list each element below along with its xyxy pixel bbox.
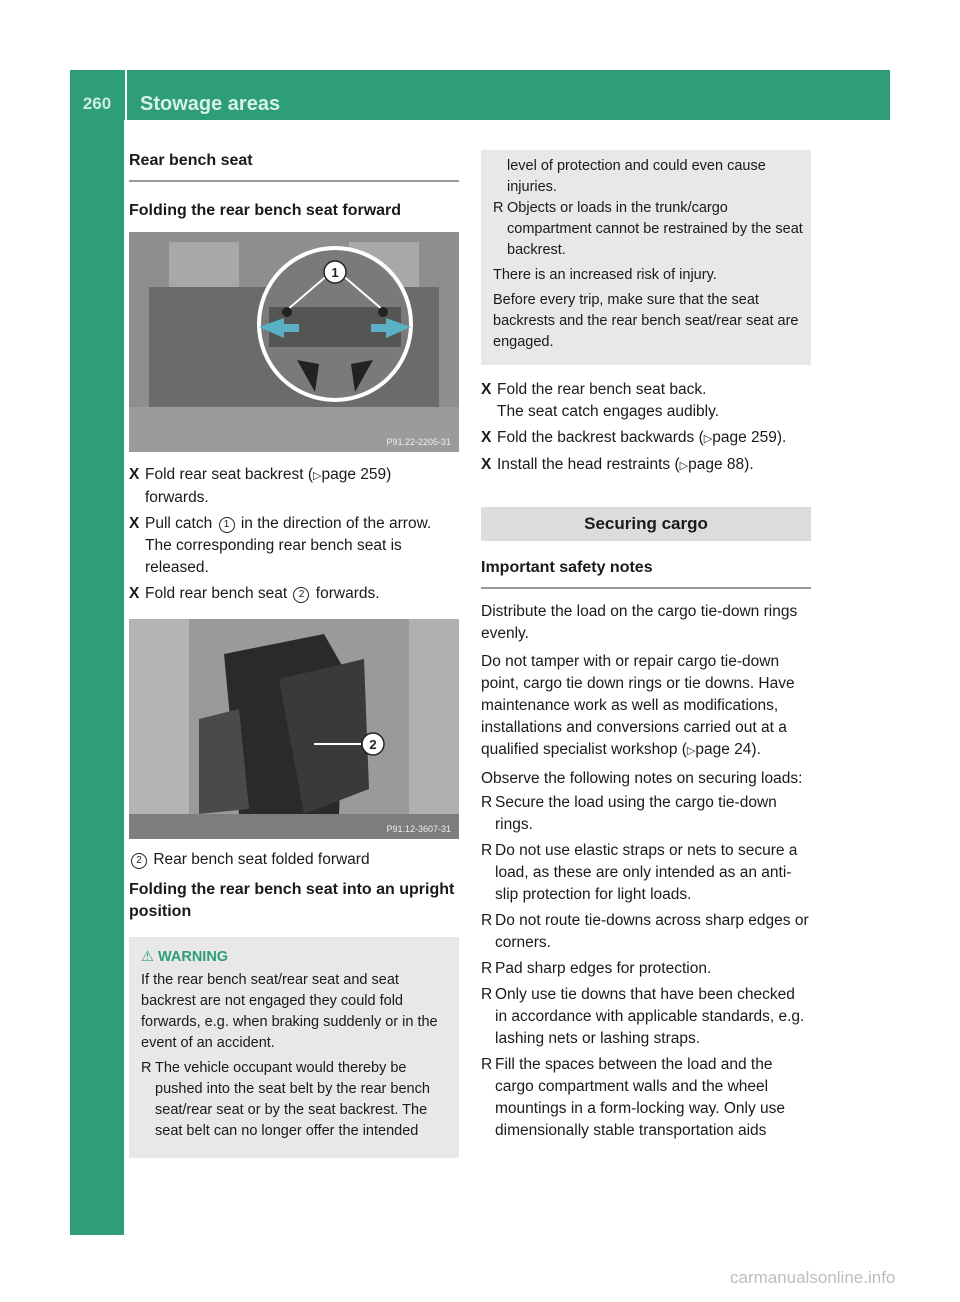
step-text: in the direction of the arrow.	[236, 515, 432, 532]
step-2	[129, 513, 459, 579]
step-6	[481, 454, 811, 477]
step-marker-icon: X	[481, 429, 492, 446]
bullet-text: Do not use elastic straps or nets to secure a load, as these are only intended as an anti-slip protection for light loads.	[495, 842, 798, 903]
step-text: Fold rear bench seat	[145, 585, 292, 602]
page-ref-icon: ▷	[312, 470, 322, 482]
paragraph-2	[481, 651, 811, 762]
caption-text: Rear bench seat folded forward	[153, 851, 370, 868]
bullet-icon: R	[141, 1060, 152, 1076]
image1-code: P91.22-2205-31	[386, 437, 451, 447]
left-column	[129, 150, 459, 1158]
step-marker-icon: X	[481, 381, 492, 398]
list-item	[481, 910, 811, 954]
step-text: page 88).	[688, 456, 754, 473]
callout-number: 1	[219, 517, 235, 533]
bullet-icon: R	[481, 960, 493, 977]
page-ref-icon: ▷	[703, 433, 713, 445]
list-item	[481, 958, 811, 980]
paragraph-3: Observe the following notes on securing loads:	[481, 770, 803, 787]
step-text: forwards.	[311, 585, 380, 602]
list-item	[481, 792, 811, 836]
bullet-icon: R	[481, 1056, 493, 1073]
step-3	[129, 583, 459, 605]
bullet-icon: R	[481, 842, 493, 859]
step-text: Install the head restraints (	[497, 456, 680, 473]
step-text: Fold the backrest backwards (	[497, 429, 704, 446]
side-strip	[70, 120, 124, 1235]
warning-continued-text: level of protection and could even cause injuries.	[507, 158, 766, 195]
warning-icon: ⚠	[141, 949, 154, 965]
bullet-text: Fill the spaces between the load and the cargo compartment walls and the wheel mountings in a form-locking way. Only use dimensionally stable transportation aids	[495, 1056, 786, 1139]
paragraph-text: page 24).	[695, 741, 761, 758]
list-item	[481, 984, 811, 1050]
bullet-text: Secure the load using the cargo tie-down rings.	[495, 794, 777, 833]
page-number: 260	[82, 94, 112, 113]
page-ref-icon: ▷	[686, 745, 696, 757]
paragraph-text: Do not tamper with or repair cargo tie-down point, cargo tie down rings or tie downs. Have maintenance work as well as modifications, installations and conversions carried out at a qualified specialist workshop (	[481, 653, 795, 758]
side-tab-label: Stowage and features	[92, 381, 114, 588]
step-result: The seat catch engages audibly.	[497, 403, 720, 420]
step-text: page 259) forwards.	[145, 466, 392, 506]
warning-box	[129, 937, 459, 1158]
warning-box-continued	[481, 150, 811, 365]
step-marker-icon: X	[129, 466, 140, 483]
step-4	[481, 379, 811, 423]
step-marker-icon: X	[481, 456, 492, 473]
section-banner: Securing cargo	[481, 507, 811, 541]
step-marker-icon: X	[129, 515, 140, 532]
bullet-icon: R	[493, 200, 504, 216]
warning-risk: There is an increased risk of injury.	[493, 267, 717, 283]
list-item	[481, 1054, 811, 1142]
bullet-text: The vehicle occupant would thereby be pushed into the seat belt by the rear bench seat/rear seat or by the seat backrest. The seat belt can no longer offer the intended	[155, 1060, 430, 1139]
page-ref-icon: ▷	[679, 460, 689, 472]
step-1	[129, 464, 459, 509]
list-item	[481, 840, 811, 906]
bullet-text: Do not route tie-downs across sharp edges or corners.	[495, 912, 809, 951]
subheading-fold-forward: Folding the rear bench seat forward	[129, 202, 402, 219]
warning-text: If the rear bench seat/rear seat and seat backrest are not engaged they could fold forwards, e.g. when braking suddenly or in the event of an accident.	[141, 972, 438, 1051]
callout-number: 2	[131, 853, 147, 869]
header-divider	[125, 70, 127, 120]
step-text: Fold rear seat backrest (	[145, 466, 313, 483]
step-text: Fold the rear bench seat back.	[497, 381, 707, 398]
callout-number: 2	[293, 587, 309, 603]
image2-callout: 2	[369, 737, 377, 752]
bullet-icon: R	[481, 794, 493, 811]
bullet-text: Objects or loads in the trunk/cargo compartment cannot be restrained by the seat backrest.	[507, 200, 803, 258]
watermark: carmanualsonline.info	[730, 1268, 896, 1287]
subheading-upright: Folding the rear bench seat into an upright position	[129, 881, 455, 920]
page-header	[70, 70, 890, 120]
image-caption	[129, 849, 459, 871]
subheading-safety: Important safety notes	[481, 557, 811, 589]
bullet-icon: R	[481, 912, 493, 929]
image1-callout: 1	[331, 265, 339, 280]
step-marker-icon: X	[129, 585, 140, 602]
bullet-icon: R	[481, 986, 493, 1003]
image2-code: P91.12-3607-31	[386, 824, 451, 834]
photo-seat-folded	[129, 619, 459, 839]
warning-advice: Before every trip, make sure that the seat backrests and the rear bench seat/rear seat are engaged.	[493, 292, 799, 350]
warning-bullet	[493, 198, 803, 261]
step-5	[481, 427, 811, 450]
warning-title: WARNING	[158, 949, 229, 965]
photo-seat-catches	[129, 232, 459, 452]
step-result: The corresponding rear bench seat is released.	[145, 537, 402, 576]
step-text: page 259).	[712, 429, 787, 446]
bullet-text: Only use tie downs that have been checked in accordance with applicable standards, e.g. lashing nets or lashing straps.	[495, 986, 805, 1047]
bullet-text: Pad sharp edges for protection.	[495, 960, 712, 977]
section-title: Rear bench seat	[129, 150, 459, 182]
right-column	[481, 150, 811, 1146]
paragraph-1: Distribute the load on the cargo tie-down rings evenly.	[481, 603, 798, 642]
step-text: Pull catch	[145, 515, 217, 532]
warning-bullet	[141, 1058, 451, 1142]
page-title: Stowage areas	[140, 93, 281, 115]
